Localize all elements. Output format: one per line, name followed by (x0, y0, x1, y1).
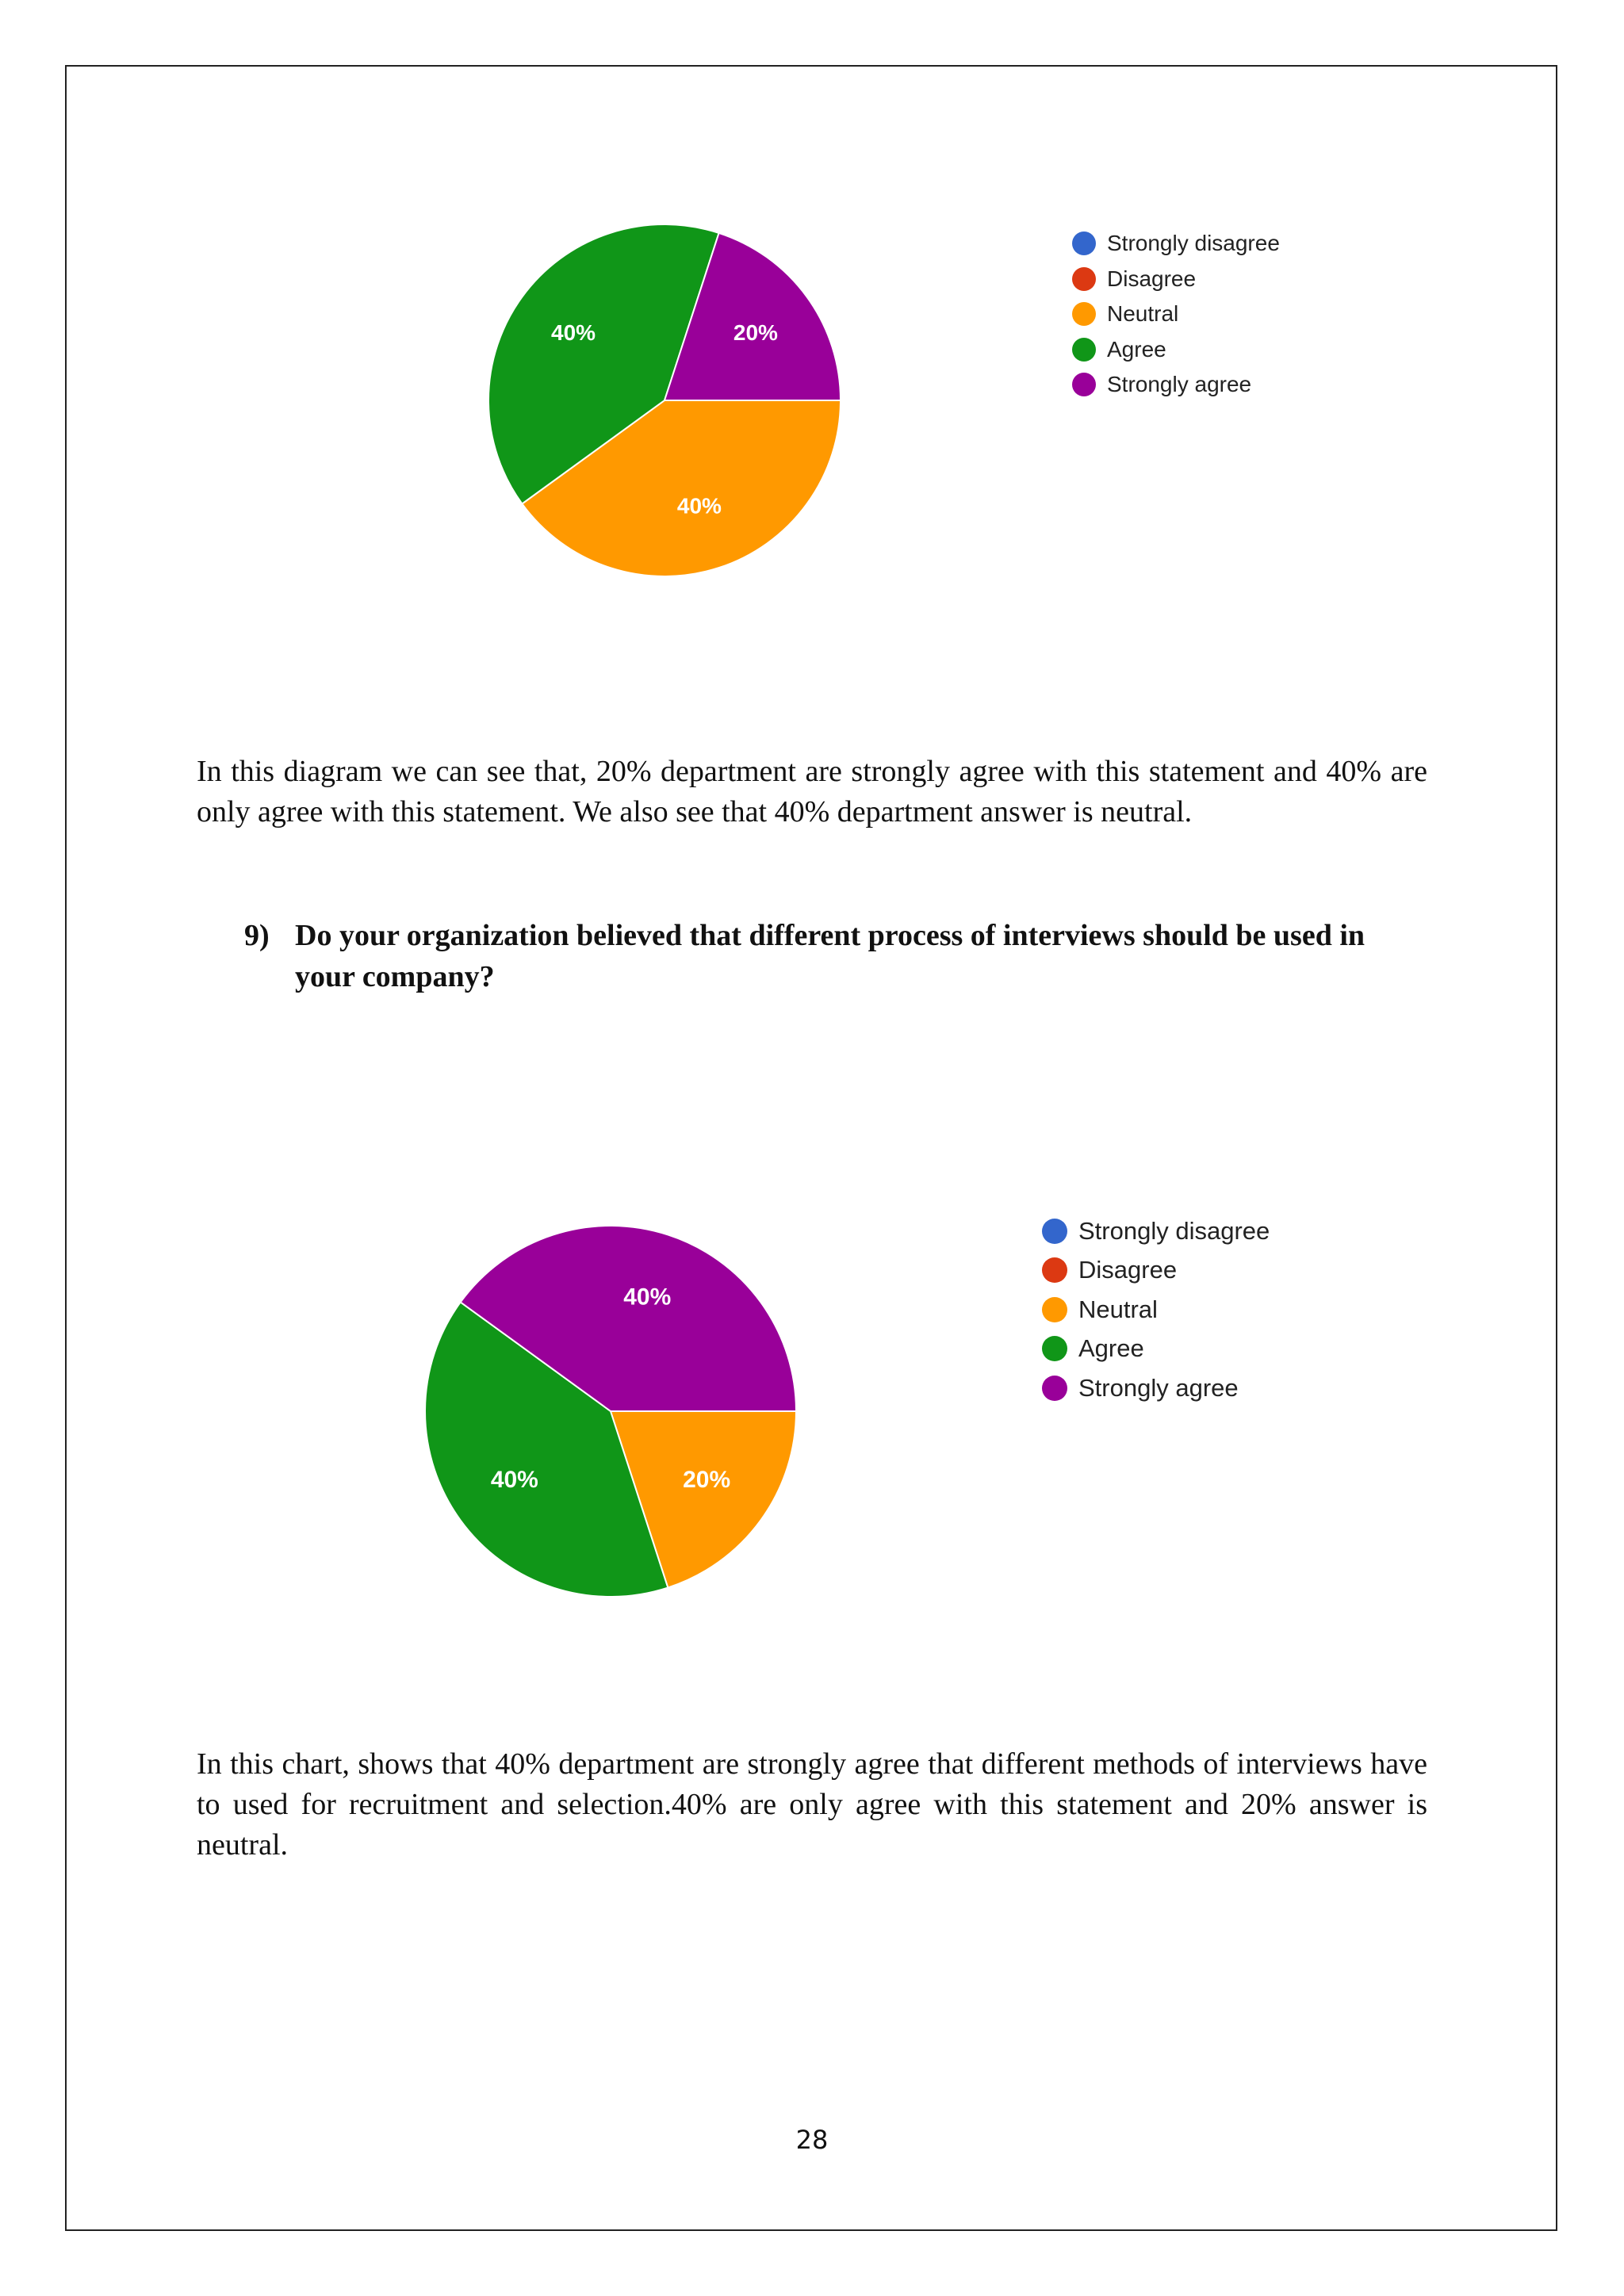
legend-label: Disagree (1107, 266, 1197, 291)
legend-item-neutral (1072, 297, 1280, 332)
legend-label: Neutral (1107, 301, 1179, 327)
paragraph-2: In this chart, shows that 40% department are strongly agree that different methods of interviews have to used for recruitment and selection.40% are only agree with this statement and 20% answer is neutral. (197, 1747, 1427, 1862)
legend-swatch-disagree (1042, 1257, 1067, 1283)
legend-swatch-strongly-disagree (1072, 232, 1096, 255)
legend-item-neutral (1042, 1290, 1270, 1330)
pie-slice-label-agree: 40% (551, 320, 596, 345)
pie-chart-2 (0, 1110, 1624, 1665)
legend-swatch-disagree (1072, 267, 1096, 291)
question-9 (244, 915, 1431, 997)
pie-slice-label-neutral: 40% (676, 493, 722, 519)
pie-chart-1-legend (1072, 226, 1280, 403)
paragraph-1: In this diagram we can see that, 20% department are strongly agree with this statement and 40% are only agree with this statement. We also see that 40% department answer is neutral. (197, 755, 1427, 828)
legend-item-strongly-disagree (1042, 1211, 1270, 1251)
legend-label: Strongly agree (1078, 1373, 1239, 1402)
pie-chart-2-legend (1042, 1211, 1270, 1408)
legend-swatch-neutral (1042, 1297, 1067, 1322)
pie-slice-label-strongly-agree: 40% (623, 1284, 672, 1311)
legend-swatch-agree (1072, 338, 1096, 362)
legend-item-agree (1072, 332, 1280, 368)
legend-item-disagree (1072, 262, 1280, 297)
legend-swatch-strongly-agree (1042, 1376, 1067, 1401)
legend-swatch-strongly-agree (1072, 373, 1096, 396)
legend-swatch-neutral (1072, 302, 1096, 326)
legend-swatch-agree (1042, 1336, 1067, 1361)
legend-item-strongly-agree (1042, 1368, 1270, 1408)
legend-label: Strongly disagree (1078, 1216, 1270, 1245)
legend-item-strongly-agree (1072, 367, 1280, 403)
legend-label: Strongly disagree (1107, 231, 1280, 256)
legend-item-agree (1042, 1330, 1270, 1369)
question-number: 9) (244, 919, 270, 952)
legend-label: Disagree (1078, 1256, 1178, 1284)
pie-slice-label-agree: 40% (490, 1466, 538, 1493)
pie-slice-label-strongly-agree: 20% (733, 320, 778, 345)
legend-label: Neutral (1078, 1295, 1158, 1323)
legend-label: Agree (1107, 336, 1166, 362)
legend-item-strongly-disagree (1072, 226, 1280, 262)
pie-chart-2-svg (0, 1110, 1624, 1665)
legend-label: Strongly agree (1107, 372, 1252, 397)
pie-chart-1 (0, 0, 1624, 634)
question-text: Do your organization believed that different process of interviews should be used in your company? (295, 919, 1365, 993)
legend-label: Agree (1078, 1334, 1144, 1363)
page-number: 28 (795, 2125, 829, 2155)
legend-item-disagree (1042, 1251, 1270, 1291)
pie-slice-label-neutral: 20% (683, 1466, 731, 1493)
legend-swatch-strongly-disagree (1042, 1219, 1067, 1244)
pie-chart-1-svg (0, 0, 1624, 634)
